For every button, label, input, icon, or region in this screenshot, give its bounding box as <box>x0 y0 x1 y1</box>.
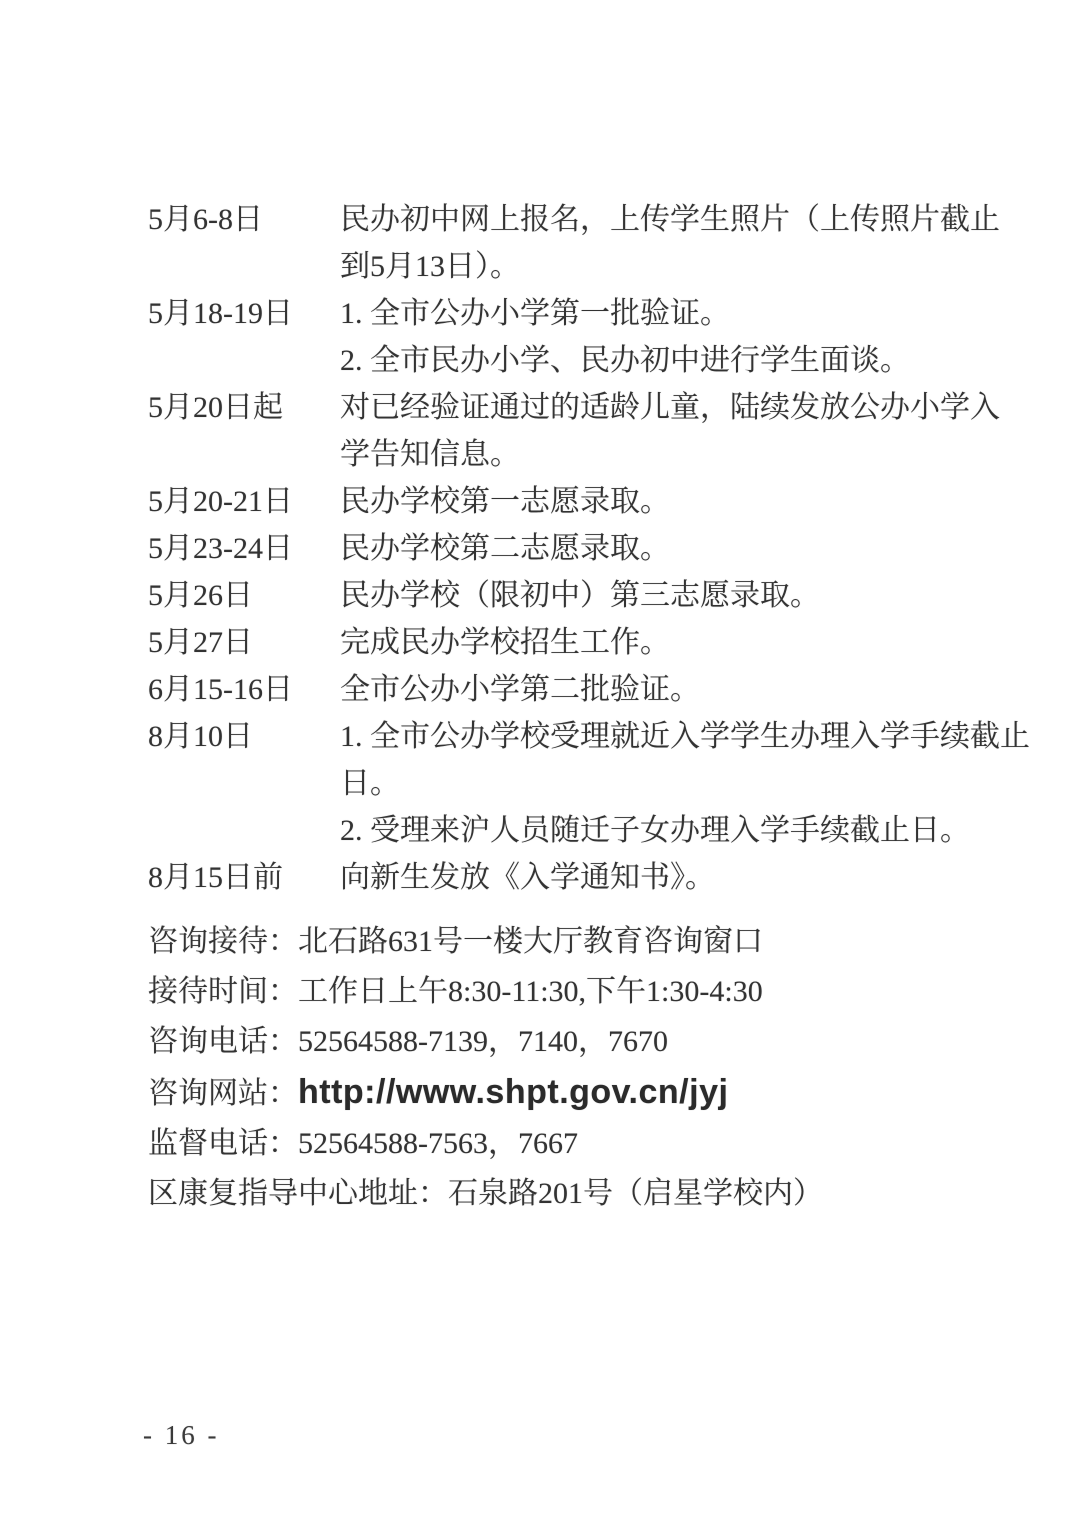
timeline-date: 8月15日前 <box>148 861 283 894</box>
timeline-date: 5月23-24日 <box>148 532 293 565</box>
contact-label: 监督电话： <box>148 1127 298 1160</box>
timeline-content-line: 全市公办小学第二批验证。 <box>340 673 700 706</box>
timeline-date: 5月27日 <box>148 626 253 659</box>
timeline-date: 5月20-21日 <box>148 485 293 518</box>
timeline-content-line: 1. 全市公办小学第一批验证。 <box>340 297 730 330</box>
timeline-content <box>340 619 958 666</box>
timeline-row <box>148 196 1000 290</box>
timeline-row <box>148 854 958 901</box>
contact-label: 接待时间： <box>148 975 298 1008</box>
timeline-content <box>340 290 958 384</box>
contact-info-block <box>148 917 958 1219</box>
timeline-content <box>340 478 958 525</box>
timeline-content-line: 到5月13日）。 <box>340 250 520 283</box>
timeline-content-line: 民办学校（限初中）第三志愿录取。 <box>340 579 820 612</box>
page-number: - 16 - <box>143 1420 220 1450</box>
timeline-content-line: 民办初中网上报名，上传学生照片（上传照片截止 <box>340 203 1000 236</box>
contact-label: 咨询电话： <box>148 1025 298 1058</box>
timeline-content-line: 民办学校第一志愿录取。 <box>340 485 670 518</box>
timeline-content-line: 学告知信息。 <box>340 438 520 471</box>
timeline-content-line: 2. 全市民办小学、民办初中进行学生面谈。 <box>340 344 910 377</box>
timeline-date: 5月20日起 <box>148 391 283 424</box>
timeline-row <box>148 666 958 713</box>
contact-line <box>148 967 958 1017</box>
contact-line <box>148 1169 958 1219</box>
document-page <box>148 196 1030 1219</box>
contact-value: 工作日上午8:30-11:30,下午1:30-4:30 <box>298 975 763 1008</box>
contact-label: 咨询接待： <box>148 925 298 958</box>
timeline-content <box>340 384 1000 478</box>
timeline-date: 8月10日 <box>148 720 253 753</box>
contact-line <box>148 1067 958 1119</box>
timeline-content <box>340 666 958 713</box>
timeline-date: 5月18-19日 <box>148 297 293 330</box>
contact-value: 石泉路201号（启星学校内） <box>448 1177 823 1210</box>
timeline-content <box>340 196 1000 290</box>
timeline-row <box>148 713 1030 854</box>
timeline-content-line: 日。 <box>340 767 400 800</box>
timeline-content <box>340 713 1030 854</box>
schedule-timeline <box>148 196 1030 901</box>
contact-label: 咨询网站： <box>148 1077 298 1110</box>
contact-value: 52564588-7139，7140，7670 <box>298 1025 668 1058</box>
website-url: http://www.shpt.gov.cn/jyj <box>298 1073 729 1111</box>
timeline-row <box>148 525 958 572</box>
timeline-content <box>340 854 958 901</box>
timeline-date: 6月15-16日 <box>148 673 293 706</box>
timeline-row <box>148 384 1000 478</box>
contact-line <box>148 1017 958 1067</box>
timeline-row <box>148 572 958 619</box>
timeline-content-line: 向新生发放《入学通知书》。 <box>340 861 715 894</box>
timeline-content-line: 民办学校第二志愿录取。 <box>340 532 670 565</box>
timeline-row <box>148 478 958 525</box>
contact-value: 北石路631号一楼大厅教育咨询窗口 <box>298 925 763 958</box>
contact-label: 区康复指导中心地址： <box>148 1177 448 1210</box>
timeline-content-line: 对已经验证通过的适龄儿童，陆续发放公办小学入 <box>340 391 1000 424</box>
timeline-content <box>340 572 958 619</box>
timeline-date: 5月26日 <box>148 579 253 612</box>
timeline-content-line: 2. 受理来沪人员随迁子女办理入学手续截止日。 <box>340 814 970 847</box>
timeline-content <box>340 525 958 572</box>
timeline-row <box>148 619 958 666</box>
timeline-row <box>148 290 958 384</box>
contact-line <box>148 917 958 967</box>
contact-line <box>148 1119 958 1169</box>
timeline-date: 5月6-8日 <box>148 203 263 236</box>
timeline-content-line: 1. 全市公办学校受理就近入学学生办理入学手续截止 <box>340 720 1030 753</box>
timeline-content-line: 完成民办学校招生工作。 <box>340 626 670 659</box>
contact-value: 52564588-7563，7667 <box>298 1127 578 1160</box>
